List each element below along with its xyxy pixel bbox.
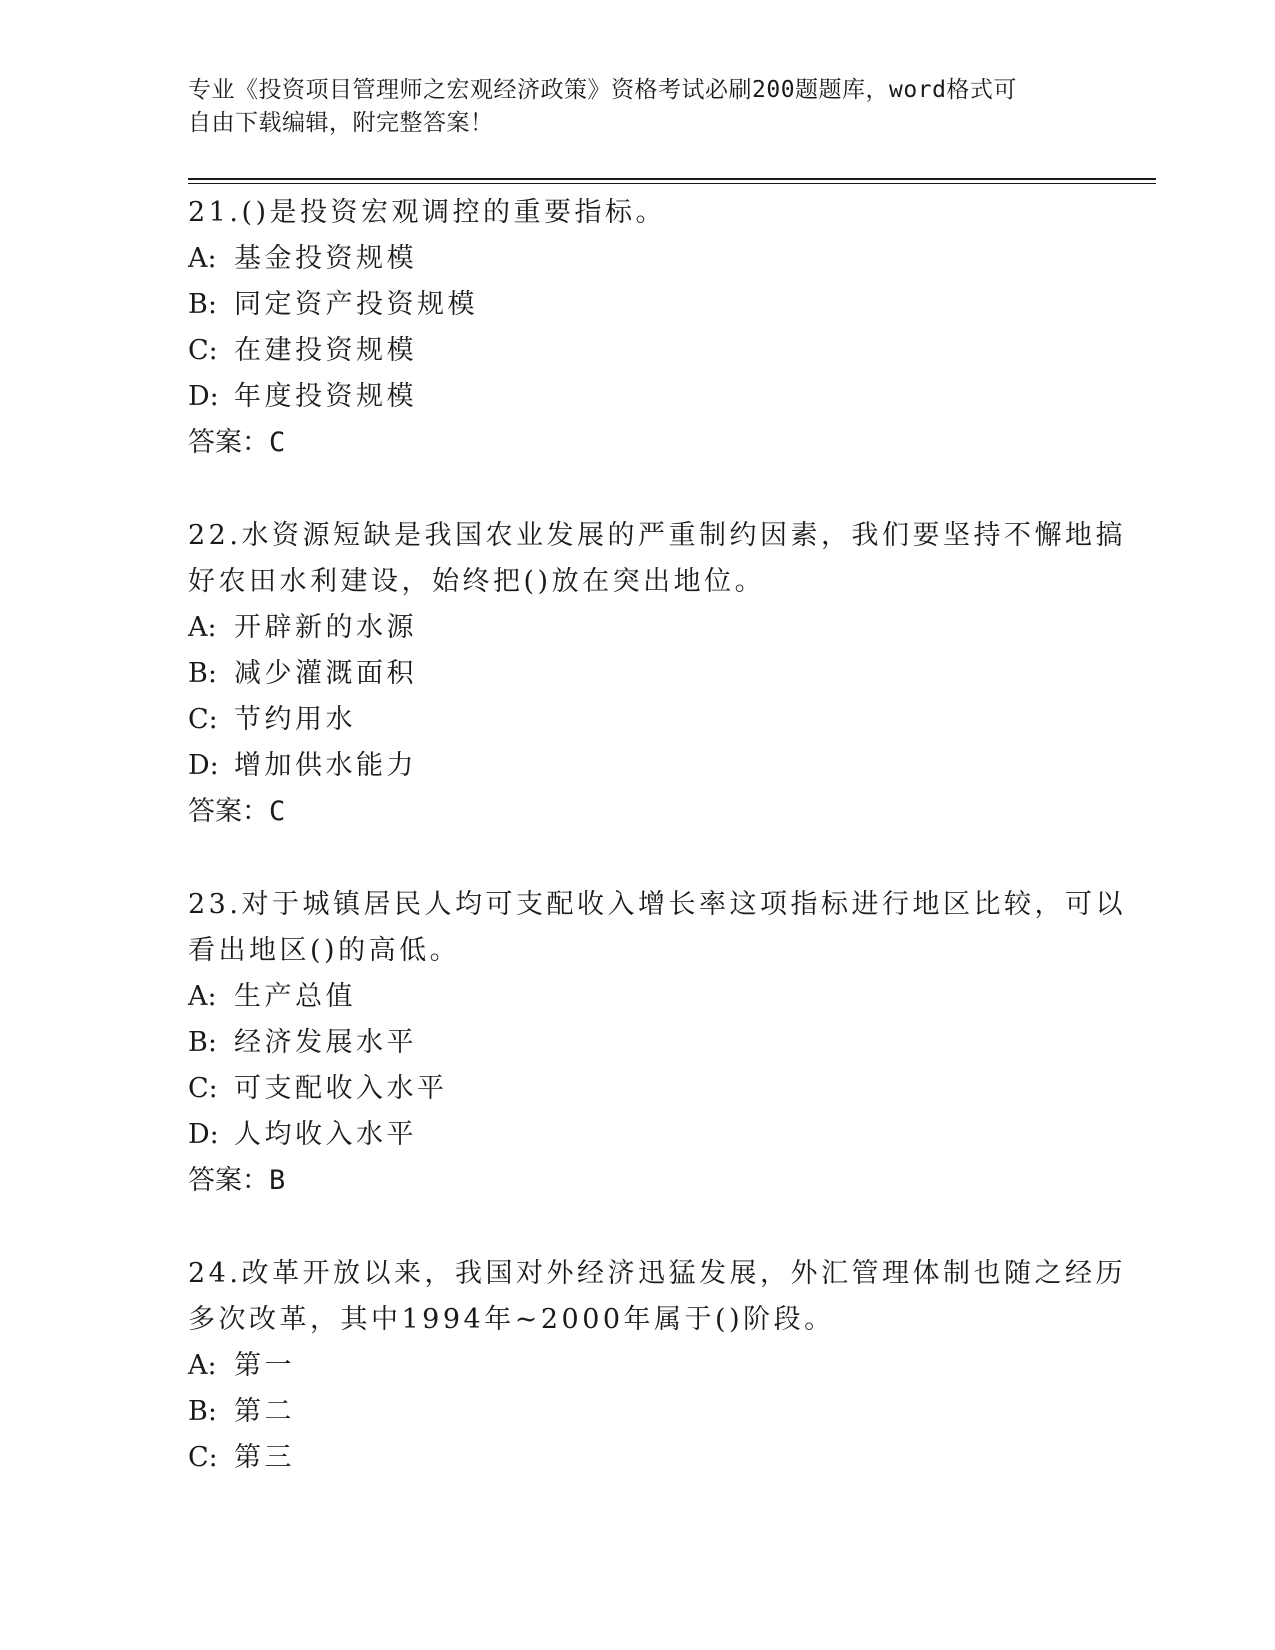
option-text: 经济发展水平: [234, 1027, 417, 1058]
option-a: [188, 236, 1088, 282]
option-c: [188, 697, 1088, 743]
answer-label: 答案：: [188, 1165, 269, 1196]
header-line-1: 专业《投资项目管理师之宏观经济政策》资格考试必刷200题题库，word格式可: [188, 77, 1017, 103]
option-text: 基金投资规模: [234, 243, 417, 274]
option-key: C:: [188, 704, 218, 735]
option-key: D:: [188, 1119, 219, 1150]
question-list: [188, 190, 1126, 1528]
option-text: 节约用水: [234, 704, 356, 735]
question-text-cont: 多次改革，其中1994年~2000年属于()阶段。: [188, 1304, 835, 1335]
option-key: D:: [188, 381, 219, 412]
option-c: [188, 1066, 1088, 1112]
option-key: A:: [188, 612, 217, 643]
option-key: B:: [188, 658, 217, 689]
option-b: [188, 282, 1088, 328]
option-a: [188, 1343, 1088, 1389]
question-text: 23.对于城镇居民人均可支配收入增长率这项指标进行地区比较，可以: [188, 889, 1126, 920]
option-key: B:: [188, 1396, 217, 1427]
option-c: [188, 1435, 1088, 1481]
option-key: C:: [188, 1442, 218, 1473]
option-text: 第三: [234, 1442, 295, 1473]
answer-value: C: [269, 427, 286, 458]
option-b: [188, 651, 1088, 697]
option-key: C:: [188, 335, 218, 366]
option-a: [188, 974, 1088, 1020]
option-key: C:: [188, 1073, 218, 1104]
option-c: [188, 328, 1088, 374]
header-divider-thick: [188, 178, 1156, 180]
option-text: 在建投资规模: [234, 335, 417, 366]
option-text: 生产总值: [234, 981, 356, 1012]
option-text: 减少灌溉面积: [234, 658, 417, 689]
option-d: [188, 1112, 1088, 1158]
question-text: 24.改革开放以来，我国对外经济迅猛发展，外汇管理体制也随之经历: [188, 1258, 1126, 1289]
option-b: [188, 1020, 1088, 1066]
question-text-cont: 看出地区()的高低。: [188, 935, 461, 966]
answer-value: B: [269, 1165, 286, 1196]
option-key: B:: [188, 289, 217, 320]
question-text: 21.()是投资宏观调控的重要指标。: [188, 197, 667, 228]
option-key: A:: [188, 243, 217, 274]
option-key: A:: [188, 981, 217, 1012]
option-text: 开辟新的水源: [234, 612, 417, 643]
answer-label: 答案：: [188, 427, 269, 458]
option-text: 可支配收入水平: [234, 1073, 448, 1104]
document-header: [188, 74, 1068, 140]
option-key: A:: [188, 1350, 217, 1381]
question-text-cont: 好农田水利建设，始终把()放在突出地位。: [188, 566, 766, 597]
option-key: B:: [188, 1027, 217, 1058]
option-text: 同定资产投资规模: [234, 289, 478, 320]
option-d: [188, 743, 1088, 789]
option-b: [188, 1389, 1088, 1435]
option-d: [188, 374, 1088, 420]
header-divider-thin: [188, 183, 1156, 184]
answer-line: [188, 789, 1088, 835]
answer-line: [188, 420, 1088, 466]
option-key: D:: [188, 750, 219, 781]
option-text: 第一: [234, 1350, 295, 1381]
answer-value: C: [269, 796, 286, 827]
option-text: 年度投资规模: [234, 381, 417, 412]
option-text: 增加供水能力: [234, 750, 417, 781]
answer-line: [188, 1158, 1088, 1204]
option-a: [188, 605, 1088, 651]
option-text: 第二: [234, 1396, 295, 1427]
question-item: [188, 882, 1126, 1204]
answer-label: 答案：: [188, 796, 269, 827]
question-item: [188, 1251, 1126, 1481]
header-line-2: 自由下载编辑，附完整答案！: [188, 110, 494, 136]
question-item: [188, 190, 1088, 466]
question-item: [188, 513, 1126, 835]
question-text: 22.水资源短缺是我国农业发展的严重制约因素，我们要坚持不懈地搞: [188, 520, 1126, 551]
option-text: 人均收入水平: [234, 1119, 417, 1150]
